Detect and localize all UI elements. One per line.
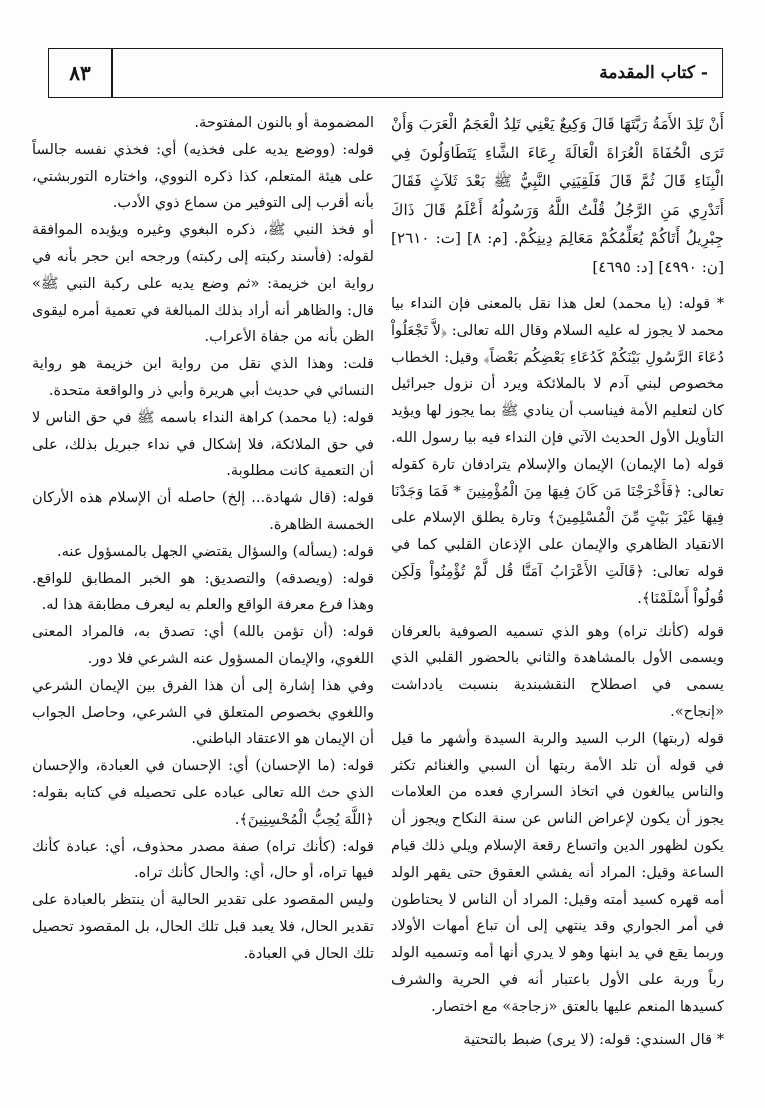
left-column	[32, 110, 374, 1078]
chapter-title: - كتاب المقدمة	[599, 63, 708, 83]
paragraph: قوله (ما الإيمان) الإيمان والإسلام يترادفان تارة كقوله تعالى: ﴿فَأَخْرَجْنَا مَن كَانَ فِيهَا مِنَ الْمُؤْمِنِينَ * فَمَا وَجَدْنَا فِيهَا غَيْرَ بَيْتٍ مِّنَ الْمُسْلِمِينَ﴾ وتارة يطلق الإسلام على الانقياد الظاهري والإيمان على الإذعان القلبي كما في قوله تعالى: ﴿قَالَتِ الأَعْرَابُ آمَنَّا قُل لَّمْ تُؤْمِنُواْ وَلَكِن قُولُواْ أَسْلَمْنَا﴾.	[391, 455, 724, 607]
header-divider	[111, 49, 113, 97]
paragraph: وفي هذا إشارة إلى أن هذا الفرق بين الإيمان الشرعي واللغوي بخصوص المتعلق في الشرعي، وحاصل الجواب أن الإيمان هو الاعتقاد الباطني.	[32, 676, 374, 748]
paragraph: المضمومة أو بالنون المفتوحة.	[194, 114, 374, 131]
paragraph: * قال السندي: قوله: (لا يرى) ضبط بالتحتية	[463, 1030, 724, 1048]
right-column	[391, 110, 724, 1078]
paragraph: قوله: (ووضع يديه على فخذيه) أي: فخذي نفسه جالساً على هيئة المتعلم، كذا ذكره النووي، واختاره التوربشتي، بأنه أقرب إلى التوفير من سماع ذوي الأدب.	[32, 140, 374, 212]
paragraph: قوله: (يا محمد) كراهة النداء باسمه ﷺ في حق الناس لا في حق الملائكة، فلا إشكال في نداء جبريل بذلك، على أن التعمية كانت مطلوبة.	[32, 408, 374, 480]
paragraph: قلت: وهذا الذي نقل من رواية ابن خزيمة هو رواية النسائي في حديث أبي هريرة وأبي ذر والواقعة متحدة.	[32, 355, 374, 399]
paragraph: قوله (كأنك تراه) وهو الذي تسميه الصوفية بالعرفان ويسمى الأول بالمشاهدة والثاني بالحضور القلبي الذي يسمى في اصطلاح النقشبندية بنسبت يادداشت «إنجاح».	[391, 622, 724, 720]
paragraph: قوله: (ما الإحسان) أي: الإحسان في العبادة، والإحسان الذي حث الله تعالى عباده على تحصيله في كتابه بقوله: ﴿اللَّهَ يُحِبُّ الْمُحْسِنِينَ﴾.	[32, 757, 374, 828]
paragraph: أو فخذ النبي ﷺ، ذكره البغوي وغيره ويؤيده الموافقة لقوله: (فأسند ركبته إلى ركبته) ورجحه ابن حجر بأنه في رواية ابن خزيمة: «ثم وضع يديه على ركبة النبي ﷺ» قال: والظاهر أنه أراد بذلك المبالغة في تعمية أمره ليقوى الظن بأنه من جفاة الأعراب.	[32, 221, 374, 346]
paragraph: قوله: (يسأله) والسؤال يقتضي الجهل بالمسؤول عنه.	[56, 542, 374, 560]
page-number: ٨٣	[69, 61, 91, 85]
paragraph: قوله: (قال شهادة... إلخ) حاصله أن الإسلام هذه الأركان الخمسة الظاهرة.	[32, 489, 374, 533]
page-header	[48, 48, 723, 98]
paragraph: قوله: (أن تؤمن بالله) أي: تصدق به، فالمراد المعنى اللغوي، والإيمان المسؤول عنه الشرعي فلا دور.	[32, 623, 374, 667]
paragraph: وليس المقصود على تقدير الحالية أن ينتظر بالعبادة على تقدير الحال، فلا يعبد قبل تلك الحال، بل المقصود تحصيل تلك الحال في العبادة.	[32, 891, 374, 962]
paragraph: قوله: (كأنك تراه) صفة مصدر محذوف، أي: عبادة كأنك فيها تراه، أو حال، أي: والحال كأنك تراه.	[32, 837, 374, 882]
paragraph: * قوله: (يا محمد) لعل هذا نقل بالمعنى فإن النداء بيا محمد لا يجوز له عليه السلام وقال الله تعالى: ﴿لاَّ تَجْعَلُواْ دُعَاءَ الرَّسُولِ بَيْنَكُمْ كَدُعَاءِ بَعْضِكُم بَعْضاً﴾ وقيل: الخطاب مخصوص لبني آدم لا بالملائكة ويرد أن نزول جبرائيل كان لتعليم الأمة فيناسب أن ينادي ﷺ بما يجوز لها ويؤيد التأويل الأول الحديث الآتي فإن النداء فيه بيا رسول الله.	[391, 295, 724, 446]
hadith-text: أَنْ تَلِدَ الأَمَةُ رَبَّتَهَا قَالَ وَكِيعٌ يَعْنِي تَلِدُ الْعَجَمُ الْعَرَبَ وَأَنْ تَرَى الْحُفَاةَ الْعُرَاةَ الْعَالَةَ رِعَاءَ الشَّاءِ يَتَطَاوَلُونَ فِي الْبِنَاءِ قَالَ ثُمَّ قَالَ فَلَقِيَنِي النَّبِيُّ ﷺ بَعْدَ ثَلاَثٍ فَقَالَ أَتَدْرِي مَنِ الرَّجُلُ قُلْتُ اللَّهُ وَرَسُولُهُ أَعْلَمُ قَالَ ذَاكَ جِبْرِيلُ أَتَاكُمْ يُعَلِّمُكُمْ مَعَالِمَ دِينِكُمْ. [م: ٨] [ت: ٢٦١٠] [ن: ٤٩٩٠] [د: ٤٦٩٥]	[391, 115, 724, 276]
paragraph: قوله: (ويصدقه) والتصديق: هو الخبر المطابق للواقع. وهذا فرع معرفة الواقع والعلم به ليعرف مطابقة هذا له.	[32, 569, 374, 614]
paragraph: قوله (ربتها) الرب السيد والربة السيدة وأشهر ما قيل في قوله أن تلد الأمة ربتها أن السبي والغنائم تكثر والناس يبالغون في اتخاذ السراري فعده من العلامات يجوز أن يكون لإعراض الناس عن سنة النكاح ويجوز أن يكون لظهور الدين واتساع رقعة الإسلام ويلي ذلك قيام الساعة وقيل: المراد أنه يفشي العقوق حتى يقهر الولد أمه قهره كسيد أمته وقيل: المراد أن الناس لا يحتاطون في أمر الجواري وقد ينتهي إلى أن تباع أمهات الأولاد وربما يقع في يد ابنها وهو لا يدري أنها أمه وتسميه الولد رباً وربة على الأول باعتبار أنه في الحرية والشرف كسيدها المنعم عليها بالعتق «زجاجة» مع اختصار.	[391, 729, 724, 1015]
